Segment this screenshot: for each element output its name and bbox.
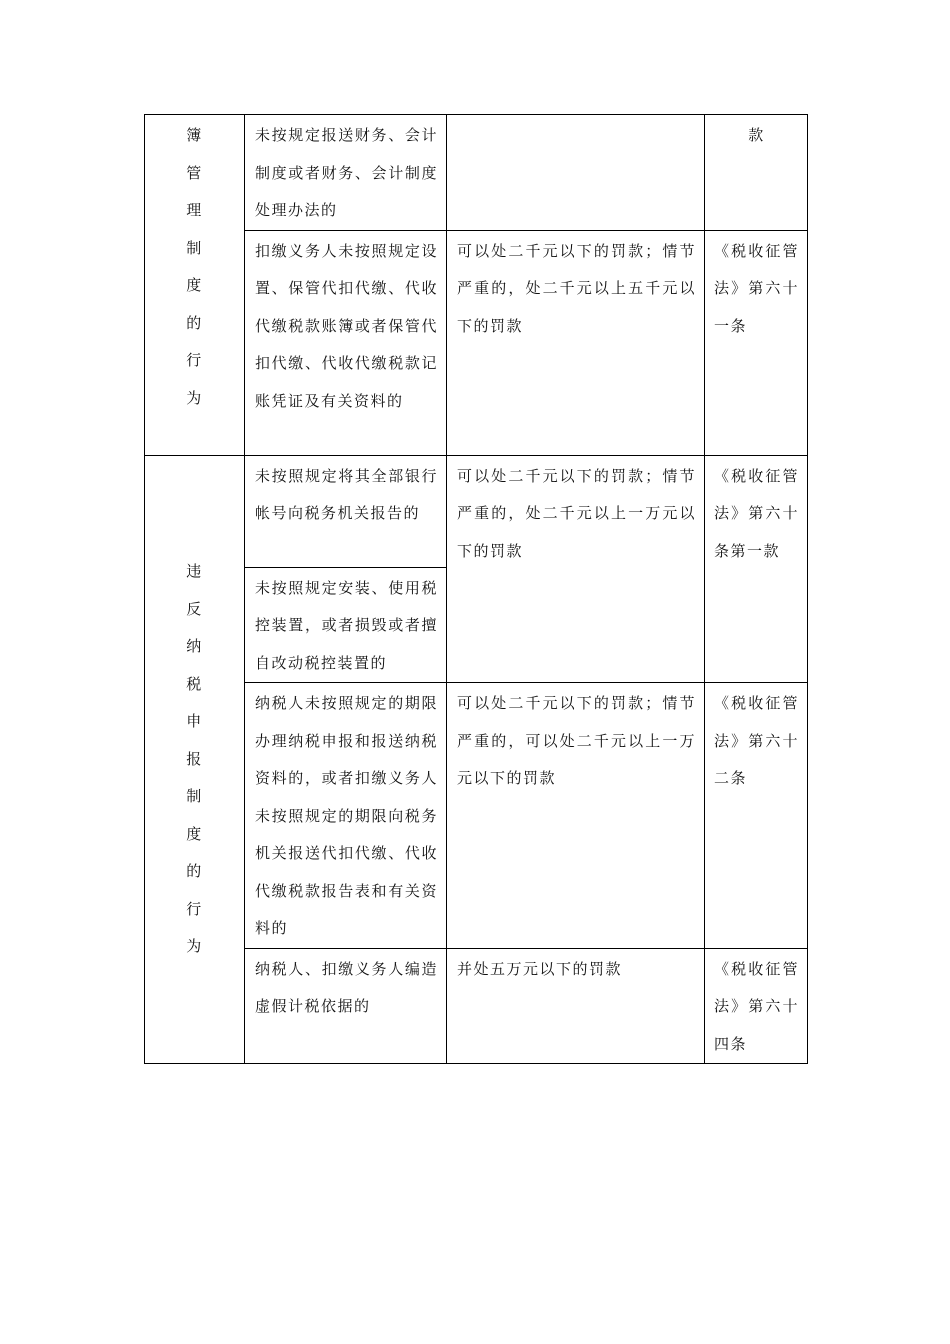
behavior-cell xyxy=(245,230,447,455)
table-row xyxy=(145,455,808,567)
behavior-text: 未按照规定安装、使用税控装置，或者损毁或者擅自改动税控装置的 xyxy=(255,578,438,672)
behavior-text: 未按规定报送财务、会计制度或者财务、会计制度处理办法的 xyxy=(255,126,438,219)
penalty-text xyxy=(447,115,704,117)
behavior-text: 纳税人未按照规定的期限办理纳税申报和报送纳税资料的，或者扣缴义务人未按照规定的期限向税务机关报送代扣代缴、代收代缴税款报告表和有关资料的 xyxy=(255,694,438,937)
legal-basis-cell xyxy=(705,230,808,455)
behavior-text: 纳税人、扣缴义务人编造虚假计税依据的 xyxy=(255,959,438,1015)
penalty-cell xyxy=(447,230,705,455)
penalty-text: 可以处二千元以下的罚款；情节严重的，处二千元以上五千元以下的罚款 xyxy=(457,241,696,335)
tax-penalty-table xyxy=(144,114,808,1064)
behavior-text: 未按照规定将其全部银行帐号向税务机关报告的 xyxy=(255,466,438,522)
category-label: 簿管理制度的行为 xyxy=(186,126,203,407)
penalty-cell xyxy=(447,683,705,949)
behavior-cell xyxy=(245,567,447,683)
penalty-text: 可以处二千元以下的罚款；情节严重的，可以处二千元以上一万元以下的罚款 xyxy=(457,694,696,787)
behavior-cell xyxy=(245,455,447,567)
legal-basis-text: 《税收征管法》第六十二条 xyxy=(714,694,799,787)
table-row xyxy=(145,115,808,231)
legal-basis-text: 款 xyxy=(748,126,765,144)
penalty-cell xyxy=(447,948,705,1064)
legal-basis-cell xyxy=(705,115,808,231)
behavior-cell xyxy=(245,683,447,949)
legal-basis-cell xyxy=(705,683,808,949)
legal-basis-text: 《税收征管法》第六十四条 xyxy=(714,959,799,1053)
penalty-cell xyxy=(447,455,705,683)
legal-basis-text: 《税收征管法》第六十一条 xyxy=(714,241,799,335)
category-cell xyxy=(145,455,245,1064)
penalty-cell xyxy=(447,115,705,231)
legal-basis-text: 《税收征管法》第六十条第一款 xyxy=(714,466,799,560)
behavior-cell xyxy=(245,948,447,1064)
category-cell xyxy=(145,115,245,456)
table-row xyxy=(145,948,808,1064)
legal-basis-cell xyxy=(705,455,808,683)
penalty-text: 并处五万元以下的罚款 xyxy=(457,959,623,978)
behavior-cell xyxy=(245,115,447,231)
legal-basis-cell xyxy=(705,948,808,1064)
table-row xyxy=(145,683,808,949)
category-label: 违反纳税申报制度的行为 xyxy=(186,562,203,955)
behavior-text: 扣缴义务人未按照规定设置、保管代扣代缴、代收代缴税款账簿或者保管代扣代缴、代收代缴税款记账凭证及有关资料的 xyxy=(255,241,438,410)
table-row xyxy=(145,230,808,455)
penalty-text: 可以处二千元以下的罚款；情节严重的，处二千元以上一万元以下的罚款 xyxy=(457,466,696,560)
